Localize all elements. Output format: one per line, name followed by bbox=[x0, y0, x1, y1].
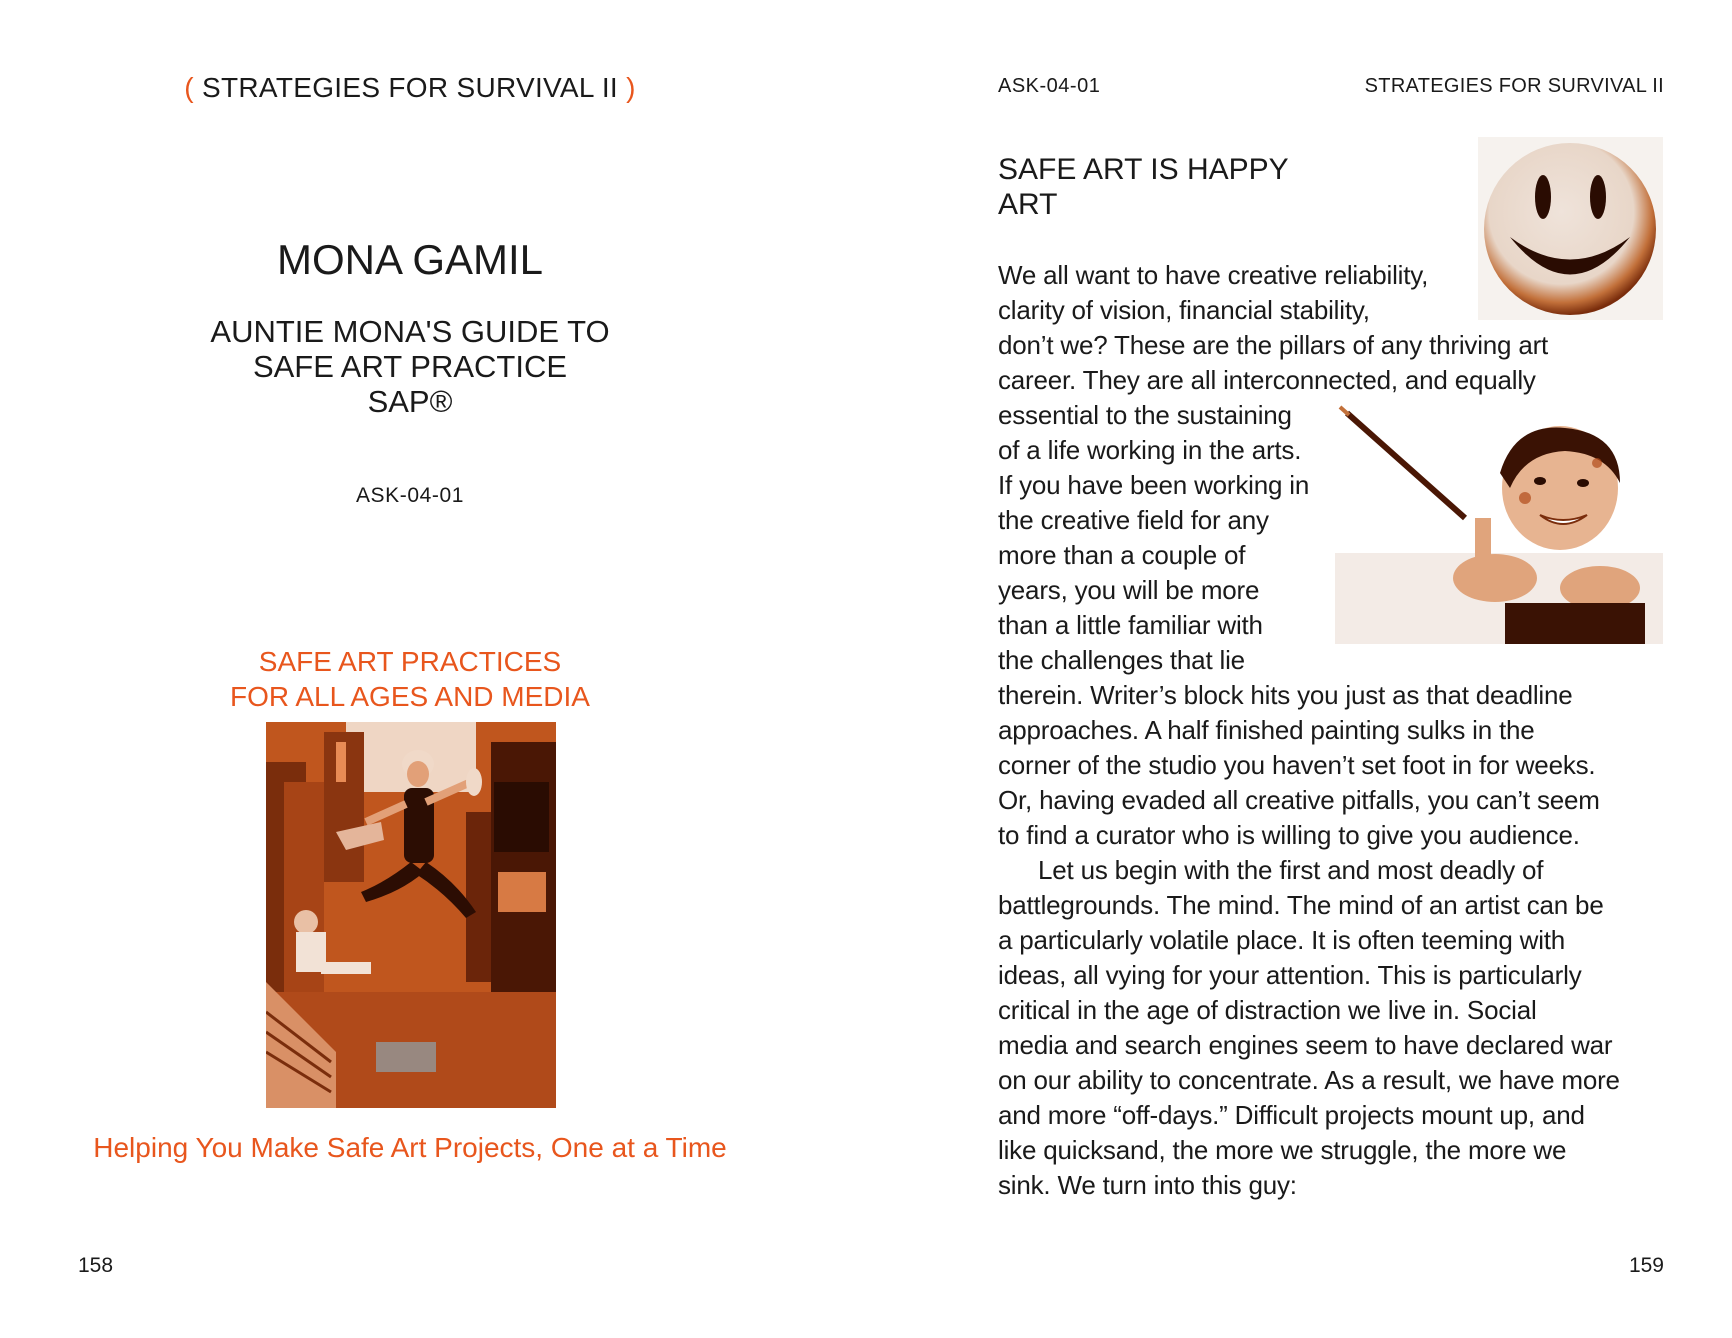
running-head-text: STRATEGIES FOR SURVIVAL II bbox=[202, 72, 618, 103]
guide-title bbox=[0, 314, 820, 419]
guide-title-line: SAFE ART PRACTICE bbox=[252, 349, 568, 384]
section-heading-line: SAFE ART PRACTICES bbox=[258, 646, 562, 677]
section-heading bbox=[0, 644, 820, 714]
body-line: corner of the studio you haven’t set foot in for weeks. bbox=[998, 750, 1596, 780]
body-line: and more “off-days.” Difficult projects mount up, and bbox=[998, 1100, 1585, 1130]
body-line: approaches. A half finished painting sulks in the bbox=[998, 715, 1535, 745]
body-line: essential to the sustaining bbox=[998, 400, 1292, 430]
left-code: ASK-04-01 bbox=[355, 484, 465, 507]
body-line: media and search engines seem to have declared war bbox=[998, 1030, 1613, 1060]
body-line: career. They are all interconnected, and equally bbox=[998, 365, 1536, 395]
smiley-icon bbox=[1478, 137, 1663, 320]
body-line: a particularly volatile place. It is often teeming with bbox=[998, 925, 1566, 955]
body-line: the challenges that lie bbox=[998, 645, 1245, 675]
body-line: more than a couple of bbox=[998, 540, 1246, 570]
body-line: ideas, all vying for your attention. This is particularly bbox=[998, 960, 1582, 990]
body-line: battlegrounds. The mind. The mind of an artist can be bbox=[998, 890, 1604, 920]
photo-icon bbox=[266, 722, 556, 1108]
right-running-head: STRATEGIES FOR SURVIVAL II bbox=[1364, 75, 1664, 97]
running-head-open-paren: ( bbox=[184, 72, 194, 103]
body-line: years, you will be more bbox=[998, 575, 1260, 605]
body-line: therein. Writer’s block hits you just as that deadline bbox=[998, 680, 1573, 710]
left-running-head bbox=[0, 72, 820, 104]
body-line: don’t we? These are the pillars of any thriving art bbox=[998, 330, 1549, 360]
body-line: If you have been working in bbox=[998, 470, 1310, 500]
article-title-line: ART bbox=[998, 188, 1058, 221]
article-title bbox=[998, 152, 1289, 222]
guide-title-line: SAP® bbox=[367, 384, 453, 419]
body-line: Or, having evaded all creative pitfalls, you can’t seem bbox=[998, 785, 1600, 815]
body-line: than a little familiar with bbox=[998, 610, 1263, 640]
body-line: critical in the age of distraction we live in. Social bbox=[998, 995, 1537, 1025]
body-line: like quicksand, the more we struggle, the more we bbox=[998, 1135, 1567, 1165]
page-number-left: 158 bbox=[78, 1254, 114, 1277]
right-code: ASK-04-01 bbox=[998, 75, 1101, 97]
article-title-line: SAFE ART IS HAPPY bbox=[998, 153, 1289, 186]
body-line: sink. We turn into this guy: bbox=[998, 1170, 1297, 1200]
body-line: Let us begin with the first and most deadly of bbox=[1038, 855, 1544, 885]
body-line: to find a curator who is willing to give you audience. bbox=[998, 820, 1580, 850]
body-line: the creative field for any bbox=[998, 505, 1269, 535]
child-painting-icon bbox=[1335, 403, 1663, 644]
page-number-right: 159 bbox=[1628, 1254, 1664, 1277]
body-line: We all want to have creative reliability, bbox=[998, 260, 1429, 290]
tagline: Helping You Make Safe Art Projects, One at a Time bbox=[93, 1132, 727, 1163]
body-line: of a life working in the arts. bbox=[998, 435, 1302, 465]
body-line: on our ability to concentrate. As a result, we have more bbox=[998, 1065, 1620, 1095]
guide-title-line: AUNTIE MONA'S GUIDE TO bbox=[210, 314, 610, 349]
body-line: clarity of vision, financial stability, bbox=[998, 295, 1370, 325]
section-heading-line: FOR ALL AGES AND MEDIA bbox=[230, 681, 590, 712]
author-name: MONA GAMIL bbox=[276, 236, 544, 283]
running-head-close-paren: ) bbox=[626, 72, 636, 103]
